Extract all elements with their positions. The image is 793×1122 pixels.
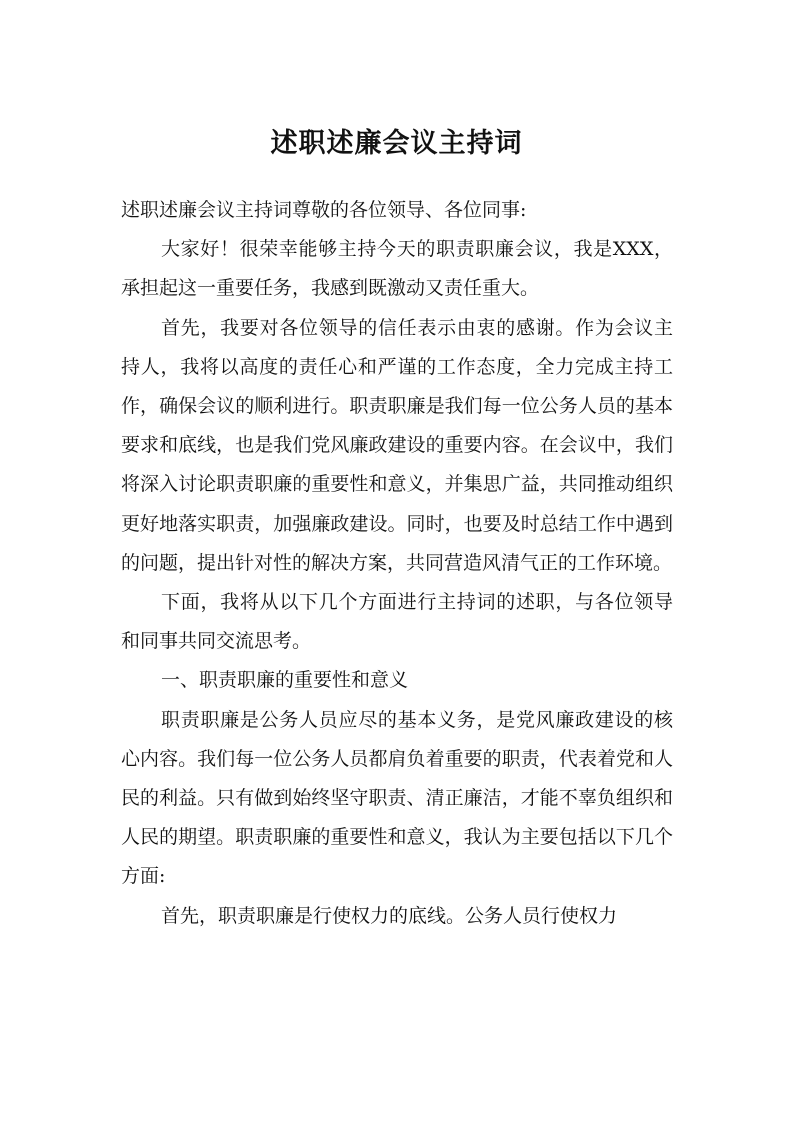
paragraph-thanks: 首先，我要对各位领导的信任表示由衷的感谢。作为会议主持人，我将以高度的责任心和严谨的工作态度，全力完成主持工作，确保会议的顺利进行。职责职廉是我们每一位公务人员的基本要求和底线，也是我们党风廉政建设的重要内容。在会议中，我们将深入讨论职责职廉的重要性和意义，并集思广益，共同推动组织更好地落实职责，加强廉政建设。同时，也要及时总结工作中遇到的问题，提出针对性的解决方案，共同营造风清气正的工作环境。 (121, 316, 673, 574)
document-title: 述职述廉会议主持词 (270, 128, 523, 159)
paragraph-importance: 职责职廉是公务人员应尽的基本义务，是党风廉政建设的核心内容。我们每一位公务人员都肩负着重要的职责，代表着党和人民的利益。只有做到始终坚守职责、清正廉洁，才能不辜负组织和人民的期望。职责职廉的重要性和意义，我认为主要包括以下几个方面: (121, 708, 673, 888)
paragraph-greeting: 大家好！很荣幸能够主持今天的职责职廉会议，我是XXX，承担起这一重要任务，我感到既激动又责任重大。 (121, 238, 673, 300)
paragraph-first-point: 首先，职责职廉是行使权力的底线。公务人员行使权力 (161, 904, 618, 927)
paragraph-outline: 下面，我将从以下几个方面进行主持词的述职，与各位领导和同事共同交流思考。 (121, 591, 673, 653)
document-body (121, 191, 673, 936)
section-heading-1: 一、职责职廉的重要性和意义 (161, 669, 409, 692)
paragraph-salutation: 述职述廉会议主持词尊敬的各位领导、各位同事: (121, 199, 527, 221)
